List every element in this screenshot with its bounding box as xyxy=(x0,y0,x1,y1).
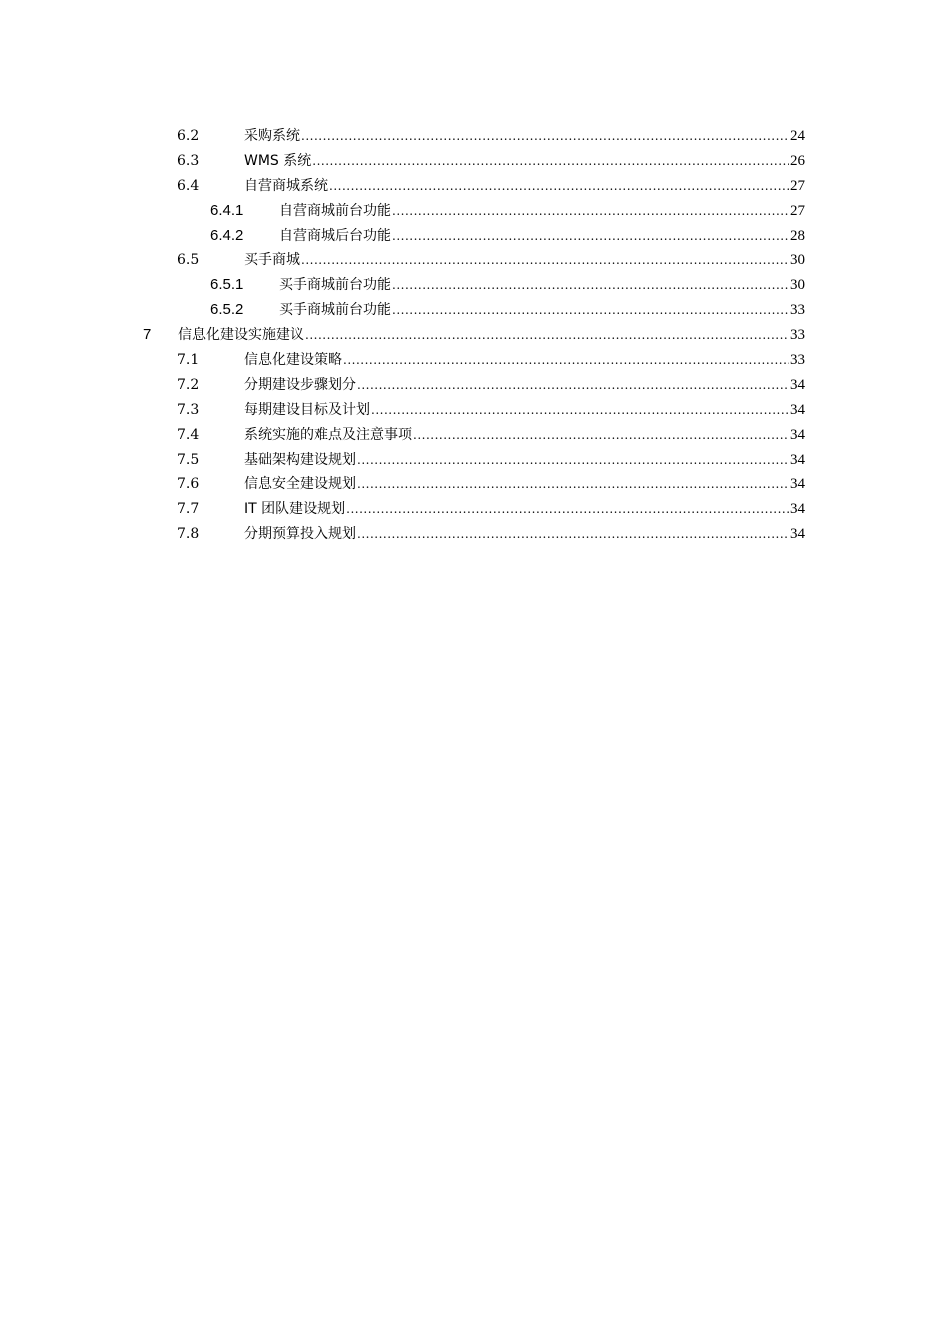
toc-entry[interactable] xyxy=(0,273,950,298)
toc-entry-title: 每期建设目标及计划 xyxy=(244,401,370,418)
dot-leader xyxy=(305,323,789,348)
toc-entry-title: WMS 系统 xyxy=(244,152,312,169)
table-of-contents xyxy=(0,124,950,547)
dot-leader xyxy=(392,224,789,249)
dot-leader xyxy=(413,423,789,448)
toc-entry-title: 自营商城后台功能 xyxy=(279,227,391,244)
toc-entry-number: 7.8 xyxy=(177,526,200,543)
toc-entry-number: 7 xyxy=(143,326,152,344)
dot-leader xyxy=(301,124,789,149)
dot-leader xyxy=(357,472,789,497)
dot-leader xyxy=(371,398,789,423)
toc-entry-page: 34 xyxy=(790,426,805,443)
toc-entry-title: 买手商城 xyxy=(244,252,300,269)
toc-entry-title: 信息化建设策略 xyxy=(244,352,342,369)
toc-entry[interactable] xyxy=(0,224,950,249)
toc-entry[interactable] xyxy=(0,522,950,547)
toc-entry-page: 34 xyxy=(790,501,805,518)
toc-entry-page: 33 xyxy=(790,302,805,319)
dot-leader xyxy=(343,348,789,373)
toc-entry-page: 24 xyxy=(790,128,805,144)
toc-entry-line xyxy=(244,174,805,199)
toc-entry-title: 分期预算投入规划 xyxy=(244,526,356,543)
dot-leader xyxy=(312,149,789,174)
toc-entry-title: IT 团队建设规划 xyxy=(244,501,346,518)
toc-entry-line xyxy=(244,124,805,149)
dot-leader xyxy=(357,522,789,547)
toc-entry[interactable] xyxy=(0,373,950,398)
toc-entry-number: 6.4.2 xyxy=(210,226,244,244)
toc-entry[interactable] xyxy=(0,124,950,149)
toc-entry-page: 30 xyxy=(790,277,805,294)
toc-entry[interactable] xyxy=(0,497,950,522)
toc-entry-title: 系统实施的难点及注意事项 xyxy=(244,426,412,443)
toc-entry-title: 信息安全建设规划 xyxy=(244,476,356,493)
toc-entry-line xyxy=(244,472,805,497)
toc-entry-line xyxy=(244,497,805,522)
toc-entry-number: 7.7 xyxy=(177,501,200,518)
toc-entry-number: 6.2 xyxy=(177,128,200,144)
toc-entry-title: 信息化建设实施建议 xyxy=(178,327,304,344)
toc-entry-page: 34 xyxy=(790,401,805,418)
toc-entry-page: 34 xyxy=(790,526,805,543)
toc-entry[interactable] xyxy=(0,423,950,448)
toc-entry[interactable] xyxy=(0,323,950,348)
dot-leader xyxy=(346,497,789,522)
toc-entry-line xyxy=(279,298,805,323)
toc-entry-line xyxy=(244,149,805,174)
toc-entry-title: 分期建设步骤划分 xyxy=(244,376,356,393)
dot-leader xyxy=(329,174,789,199)
toc-entry-line xyxy=(244,398,805,423)
toc-entry-line xyxy=(244,448,805,473)
dot-leader xyxy=(392,273,789,298)
toc-entry-line xyxy=(244,348,805,373)
toc-entry-title: 自营商城系统 xyxy=(244,177,328,194)
toc-entry-number: 7.3 xyxy=(177,401,200,418)
toc-entry-number: 6.4.1 xyxy=(210,201,244,219)
toc-entry[interactable] xyxy=(0,248,950,273)
toc-entry-line xyxy=(244,522,805,547)
toc-entry-number: 7.4 xyxy=(177,426,200,443)
toc-entry[interactable] xyxy=(0,174,950,199)
toc-entry-page: 26 xyxy=(790,152,805,169)
dot-leader xyxy=(301,248,789,273)
toc-entry-line xyxy=(178,323,805,348)
toc-entry-page: 28 xyxy=(790,227,805,244)
toc-entry-page: 33 xyxy=(790,352,805,369)
toc-entry-line xyxy=(279,273,805,298)
toc-entry-number: 7.2 xyxy=(177,376,200,393)
toc-entry-number: 6.5 xyxy=(177,252,200,269)
toc-entry-line xyxy=(244,248,805,273)
toc-entry-number: 7.6 xyxy=(177,476,200,493)
dot-leader xyxy=(357,373,789,398)
toc-entry[interactable] xyxy=(0,472,950,497)
toc-entry-line xyxy=(279,224,805,249)
toc-entry-number: 6.4 xyxy=(177,177,200,194)
toc-entry-page: 34 xyxy=(790,451,805,468)
toc-entry-title: 买手商城前台功能 xyxy=(279,302,391,319)
toc-entry-page: 33 xyxy=(790,327,805,344)
toc-entry-title: 自营商城前台功能 xyxy=(279,202,391,219)
toc-entry-number: 6.3 xyxy=(177,152,200,169)
toc-entry[interactable] xyxy=(0,398,950,423)
toc-entry-number: 6.5.2 xyxy=(210,301,244,319)
toc-entry-page: 30 xyxy=(790,252,805,269)
toc-entry[interactable] xyxy=(0,199,950,224)
toc-entry-page: 27 xyxy=(790,177,805,194)
toc-entry-page: 34 xyxy=(790,376,805,393)
toc-entry-title: 买手商城前台功能 xyxy=(279,277,391,294)
toc-entry-line xyxy=(244,423,805,448)
toc-entry-line xyxy=(244,373,805,398)
dot-leader xyxy=(357,448,789,473)
toc-entry-line xyxy=(279,199,805,224)
toc-entry-number: 7.5 xyxy=(177,451,200,468)
toc-entry[interactable] xyxy=(0,298,950,323)
toc-entry[interactable] xyxy=(0,149,950,174)
toc-entry[interactable] xyxy=(0,448,950,473)
dot-leader xyxy=(392,298,789,323)
toc-entry-page: 27 xyxy=(790,202,805,219)
dot-leader xyxy=(392,199,789,224)
toc-entry-title: 采购系统 xyxy=(244,128,300,144)
toc-entry-title: 基础架构建设规划 xyxy=(244,451,356,468)
toc-entry[interactable] xyxy=(0,348,950,373)
toc-entry-number: 7.1 xyxy=(177,352,200,369)
toc-entry-number: 6.5.1 xyxy=(210,276,244,294)
toc-entry-page: 34 xyxy=(790,476,805,493)
